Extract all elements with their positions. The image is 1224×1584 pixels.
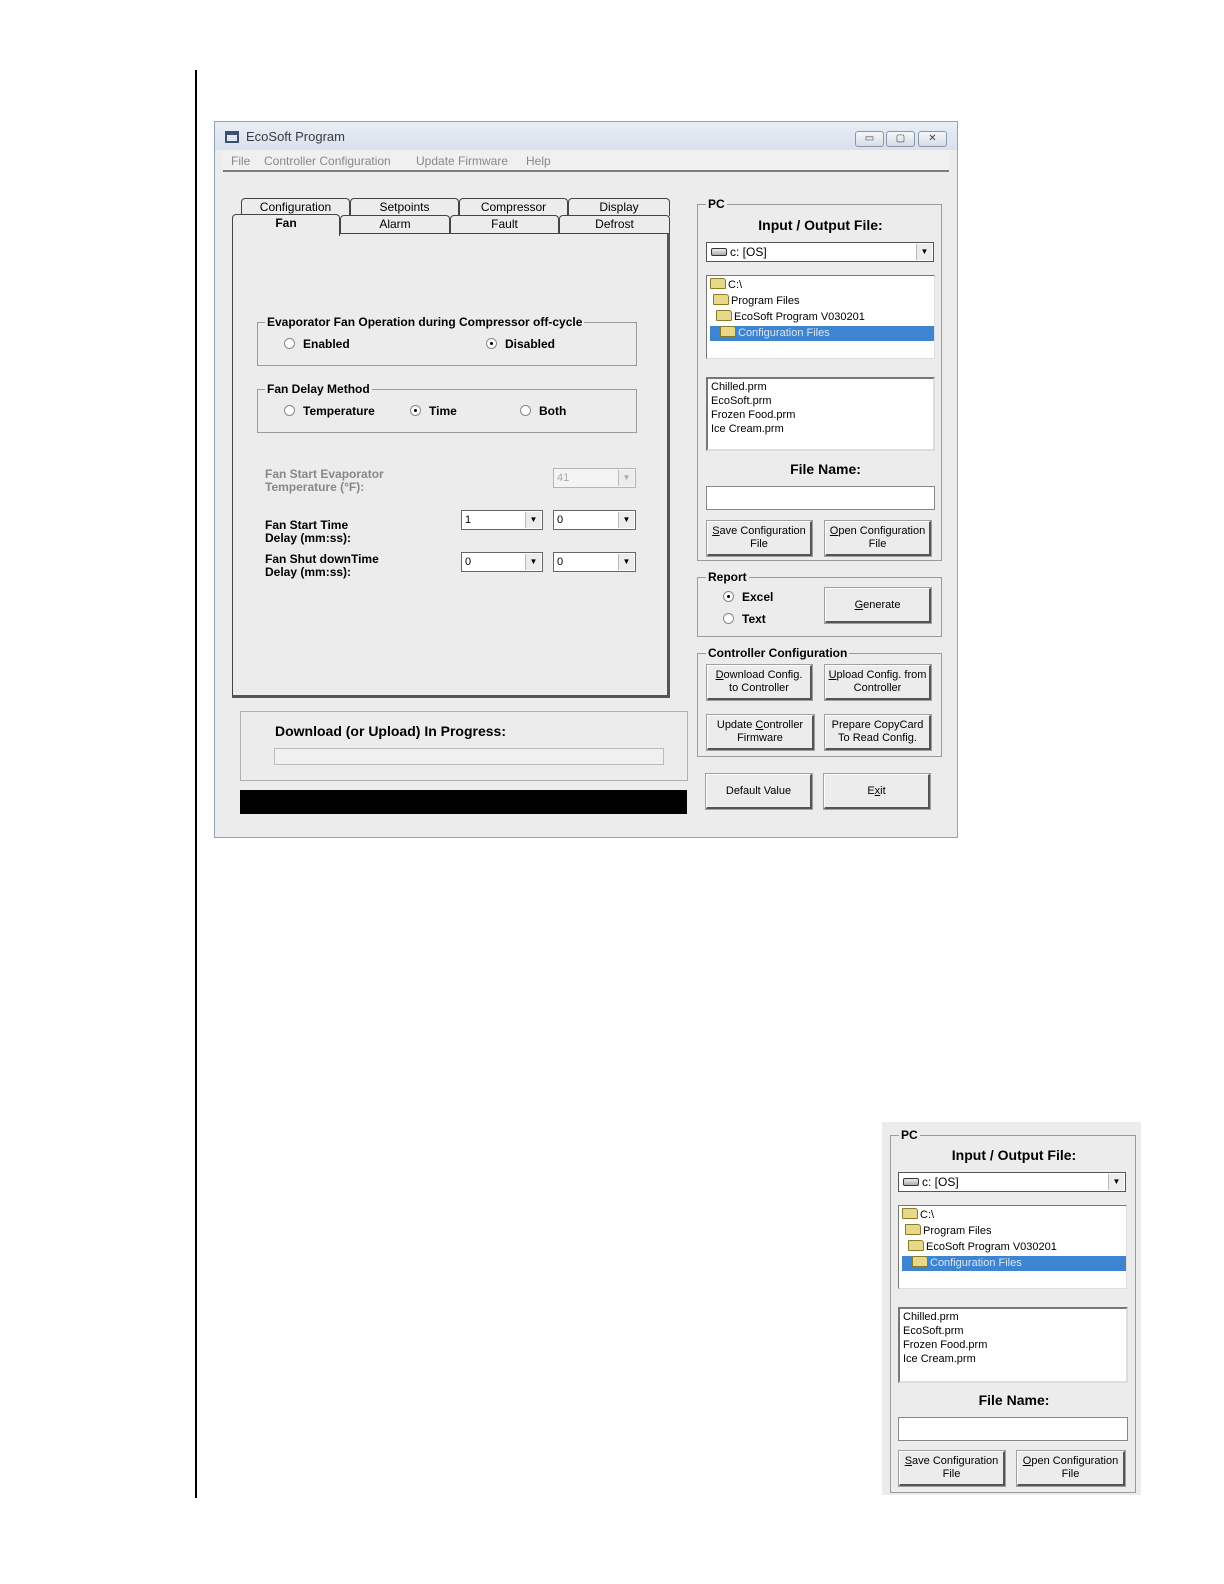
progress-bar [274,748,664,765]
menu-bar [223,150,949,172]
title-bar [215,122,957,150]
pc-panel [697,197,942,561]
radio-temperature-circle [284,405,295,416]
file-name-input-detail[interactable] [898,1417,1128,1441]
open-mnemonic: O [829,525,839,537]
hard-drive-icon [711,248,727,256]
pc-panel-detail-view [882,1122,1141,1495]
tree-item-ecosoft-program-label: EcoSoft Program V030201 [926,1241,1057,1253]
file-name-input[interactable] [706,486,935,510]
app-window-icon [225,131,239,143]
drive-select-detail-value: c: [OS] [922,1175,959,1189]
radio-time-circle [410,405,421,416]
progress-group [240,711,688,781]
tree-item-configuration-files-label: Configuration Files [930,1257,1022,1269]
generate-button-label [855,599,901,612]
minimize-button[interactable]: ▭ [855,131,884,147]
file-list-item[interactable]: Frozen Food.prm [711,409,796,421]
file-list-item[interactable]: Frozen Food.prm [903,1339,988,1351]
fan-start-time-seconds-select[interactable] [553,510,636,530]
open-configuration-button-detail-label [1023,1455,1118,1481]
radio-both-label: Both [539,404,567,418]
radio-excel[interactable] [723,590,773,604]
default-value-button[interactable]: Default Value [706,774,812,809]
upload-label-line2: Controller [853,682,902,694]
folder-open-icon [710,278,726,289]
maximize-button[interactable]: ▢ [886,131,915,147]
download-config-button[interactable] [707,665,812,700]
upload-config-button-label [829,669,927,695]
file-name-heading: File Name: [790,461,861,477]
radio-text[interactable] [723,612,766,626]
radio-excel-label: Excel [742,590,774,604]
fan-start-time-minutes-value: 1 [465,514,472,526]
file-list-detail[interactable] [898,1307,1128,1383]
folder-open-icon [908,1240,924,1251]
file-name-heading-detail: File Name: [978,1392,1050,1408]
exit-button[interactable] [824,774,930,809]
fan-shutdown-time-minutes-select[interactable] [461,552,543,572]
update-label-rest: ontroller [763,719,804,731]
drive-select-detail[interactable] [898,1172,1126,1192]
folder-tree[interactable] [706,275,935,359]
file-list[interactable] [706,377,935,451]
menu-help[interactable]: Help [526,154,551,168]
tree-item-ecosoft-program[interactable] [908,1240,1057,1255]
window-title: EcoSoft Program [246,129,345,144]
save-label-line2: File [942,1468,961,1480]
update-label-pre: Update [716,719,756,731]
tree-item-root[interactable] [710,278,742,293]
save-configuration-button-detail[interactable] [899,1451,1005,1486]
radio-time-label: Time [429,404,457,418]
fan-start-temp-value: 41 [557,472,570,484]
chevron-down-icon: ▼ [618,512,634,528]
controller-config-panel [697,646,942,757]
chevron-down-icon: ▼ [1108,1174,1124,1190]
radio-both[interactable] [520,404,566,418]
progress-title: Download (or Upload) In Progress: [275,723,507,739]
radio-text-circle [723,613,734,624]
fan-start-temp-select[interactable] [553,468,636,488]
tree-item-root-label: C:\ [728,279,743,291]
fan-shutdown-time-label-line1: Fan Shut downTime [265,552,379,566]
folder-open-icon [716,310,732,321]
prepare-label-line1: Prepare CopyCard [831,719,924,731]
radio-enabled-label: Enabled [303,337,350,351]
chevron-down-icon: ▼ [525,554,541,570]
folder-open-icon [720,326,736,337]
pc-panel-detail [890,1128,1136,1493]
open-label-rest: pen Configuration [838,525,926,537]
report-panel-title: Report [708,570,747,584]
chevron-down-icon: ▼ [618,470,634,486]
menu-file[interactable]: File [231,154,251,168]
tree-item-configuration-files-label: Configuration Files [738,327,830,339]
fan-tab-panel [232,233,670,698]
tree-item-program-files-label: Program Files [731,295,800,307]
exit-label-rest: it [880,784,886,797]
fan-shutdown-time-seconds-value: 0 [557,556,564,568]
update-mnemonic: C [755,719,764,731]
exit-mnemonic: x [874,784,881,797]
radio-disabled-label: Disabled [505,337,556,351]
prepare-copycard-button[interactable] [825,715,931,750]
update-firmware-button-label [717,719,803,745]
open-configuration-button-detail[interactable] [1017,1451,1125,1486]
evaporator-fan-group [257,315,637,366]
generate-button[interactable] [825,588,931,623]
save-configuration-button-detail-label [905,1455,999,1481]
folder-open-icon [912,1256,928,1267]
fan-start-time-minutes-select[interactable] [461,510,543,530]
radio-disabled-circle [486,338,497,349]
open-label-line2: File [1061,1468,1080,1480]
radio-excel-circle [723,591,734,602]
fan-shutdown-time-label-line2: Delay (mm:ss): [265,565,352,579]
file-list-item[interactable]: Chilled.prm [903,1311,959,1323]
pc-panel-title: PC [708,197,725,211]
page-margin-rule [195,70,197,1498]
chevron-down-icon: ▼ [525,512,541,528]
tree-item-root-label: C:\ [920,1209,935,1221]
exit-button-label [867,785,885,798]
tab-fault[interactable]: Fault [450,215,559,233]
tab-configuration[interactable]: Configuration [241,198,350,216]
tab-display[interactable]: Display [568,198,670,216]
save-mnemonic: S [712,525,720,537]
open-configuration-button-label [830,525,925,551]
chevron-down-icon: ▼ [916,244,932,260]
download-label-line2: to Controller [729,682,789,694]
download-mnemonic: D [715,669,724,681]
hard-drive-icon [903,1178,919,1186]
open-label-line2: File [868,538,887,550]
prepare-label-line2: To Read Config. [838,732,917,744]
menu-update-firmware[interactable]: Update Firmware [416,154,509,168]
radio-both-circle [520,405,531,416]
tree-item-configuration-files[interactable] [710,326,934,341]
radio-enabled-circle [284,338,295,349]
report-panel [697,570,942,637]
tab-defrost[interactable]: Defrost [559,215,670,233]
folder-tree-detail[interactable] [898,1205,1127,1289]
pc-panel-detail-title: PC [901,1128,918,1142]
fan-shutdown-time-minutes-value: 0 [465,556,472,568]
upload-label-rest: pload Config. from [836,669,927,681]
download-config-button-label [716,669,803,695]
io-file-heading-detail: Input / Output File: [951,1147,1077,1163]
save-label-rest: ave Configuration [912,1455,999,1467]
radio-text-label: Text [742,612,766,626]
tab-setpoints[interactable]: Setpoints [350,198,459,216]
tree-item-program-files[interactable] [713,294,799,309]
radio-temperature-label: Temperature [303,404,375,418]
save-configuration-button[interactable] [707,521,812,556]
tab-fan[interactable]: Fan [232,214,340,236]
fan-delay-method-title: Fan Delay Method [267,382,370,396]
fan-start-time-label [265,519,351,545]
folder-open-icon [713,294,729,305]
tab-compressor[interactable]: Compressor [459,198,568,216]
io-file-heading: Input / Output File: [758,217,883,233]
tree-item-ecosoft-program-label: EcoSoft Program V030201 [734,311,865,323]
evaporator-fan-group-title: Evaporator Fan Operation during Compressor off-cycle [267,315,583,329]
fan-start-time-label-line1: Fan Start Time [265,518,349,532]
open-label-rest: pen Configuration [1031,1455,1119,1467]
save-label-line2: File [750,538,768,550]
update-firmware-button[interactable] [707,715,814,750]
file-list-item[interactable]: EcoSoft.prm [711,395,772,407]
fan-delay-method-group [257,382,637,433]
radio-enabled[interactable] [284,337,350,351]
tree-item-root[interactable] [902,1208,934,1223]
fan-start-time-label-line2: Delay (mm:ss): [265,531,352,545]
open-mnemonic: O [1022,1455,1032,1467]
upload-config-button[interactable] [825,665,931,700]
menu-controller-configuration[interactable]: Controller Configuration [264,154,391,168]
tree-item-program-files-label: Program Files [923,1225,992,1237]
ecosoft-window [214,121,958,838]
drive-select[interactable] [706,242,934,262]
radio-temperature[interactable] [284,404,375,418]
drive-select-value: c: [OS] [730,245,767,259]
tree-item-configuration-files[interactable] [902,1256,1126,1271]
close-button[interactable]: ✕ [918,131,947,147]
radio-disabled[interactable] [486,337,555,351]
open-configuration-button[interactable] [825,521,931,556]
tab-alarm[interactable]: Alarm [340,215,450,233]
tab-row-bottom [232,215,662,233]
generate-mnemonic: G [854,598,864,611]
fan-start-temp-label-line2: Temperature (°F): [265,480,365,494]
fan-start-temp-label-line1: Fan Start Evaporator [265,467,384,481]
download-label-rest: ownload Config. [723,669,803,681]
chevron-down-icon: ▼ [618,554,634,570]
save-label-rest: ave Configuration [719,525,806,537]
controller-config-panel-title: Controller Configuration [708,646,848,660]
folder-open-icon [902,1208,918,1219]
fan-start-temp-label [265,468,384,494]
upload-mnemonic: U [828,669,837,681]
radio-time[interactable] [410,404,457,418]
file-list-item[interactable]: Chilled.prm [711,381,767,393]
save-mnemonic: S [904,1455,913,1467]
fan-start-time-seconds-value: 0 [557,514,564,526]
folder-open-icon [905,1224,921,1235]
tree-item-ecosoft-program[interactable] [716,310,865,325]
save-configuration-button-label [712,525,806,551]
prepare-copycard-button-label [832,719,924,745]
tree-item-program-files[interactable] [905,1224,991,1239]
update-label-line2: Firmware [737,732,783,744]
file-list-item[interactable]: EcoSoft.prm [903,1325,964,1337]
generate-label-rest: enerate [863,598,901,611]
fan-shutdown-time-seconds-select[interactable] [553,552,636,572]
file-list-item[interactable]: Ice Cream.prm [711,423,784,435]
file-list-item[interactable]: Ice Cream.prm [903,1353,976,1365]
exit-label-pre: E [867,784,875,797]
fan-shutdown-time-label [265,553,379,579]
status-bar [240,790,687,814]
